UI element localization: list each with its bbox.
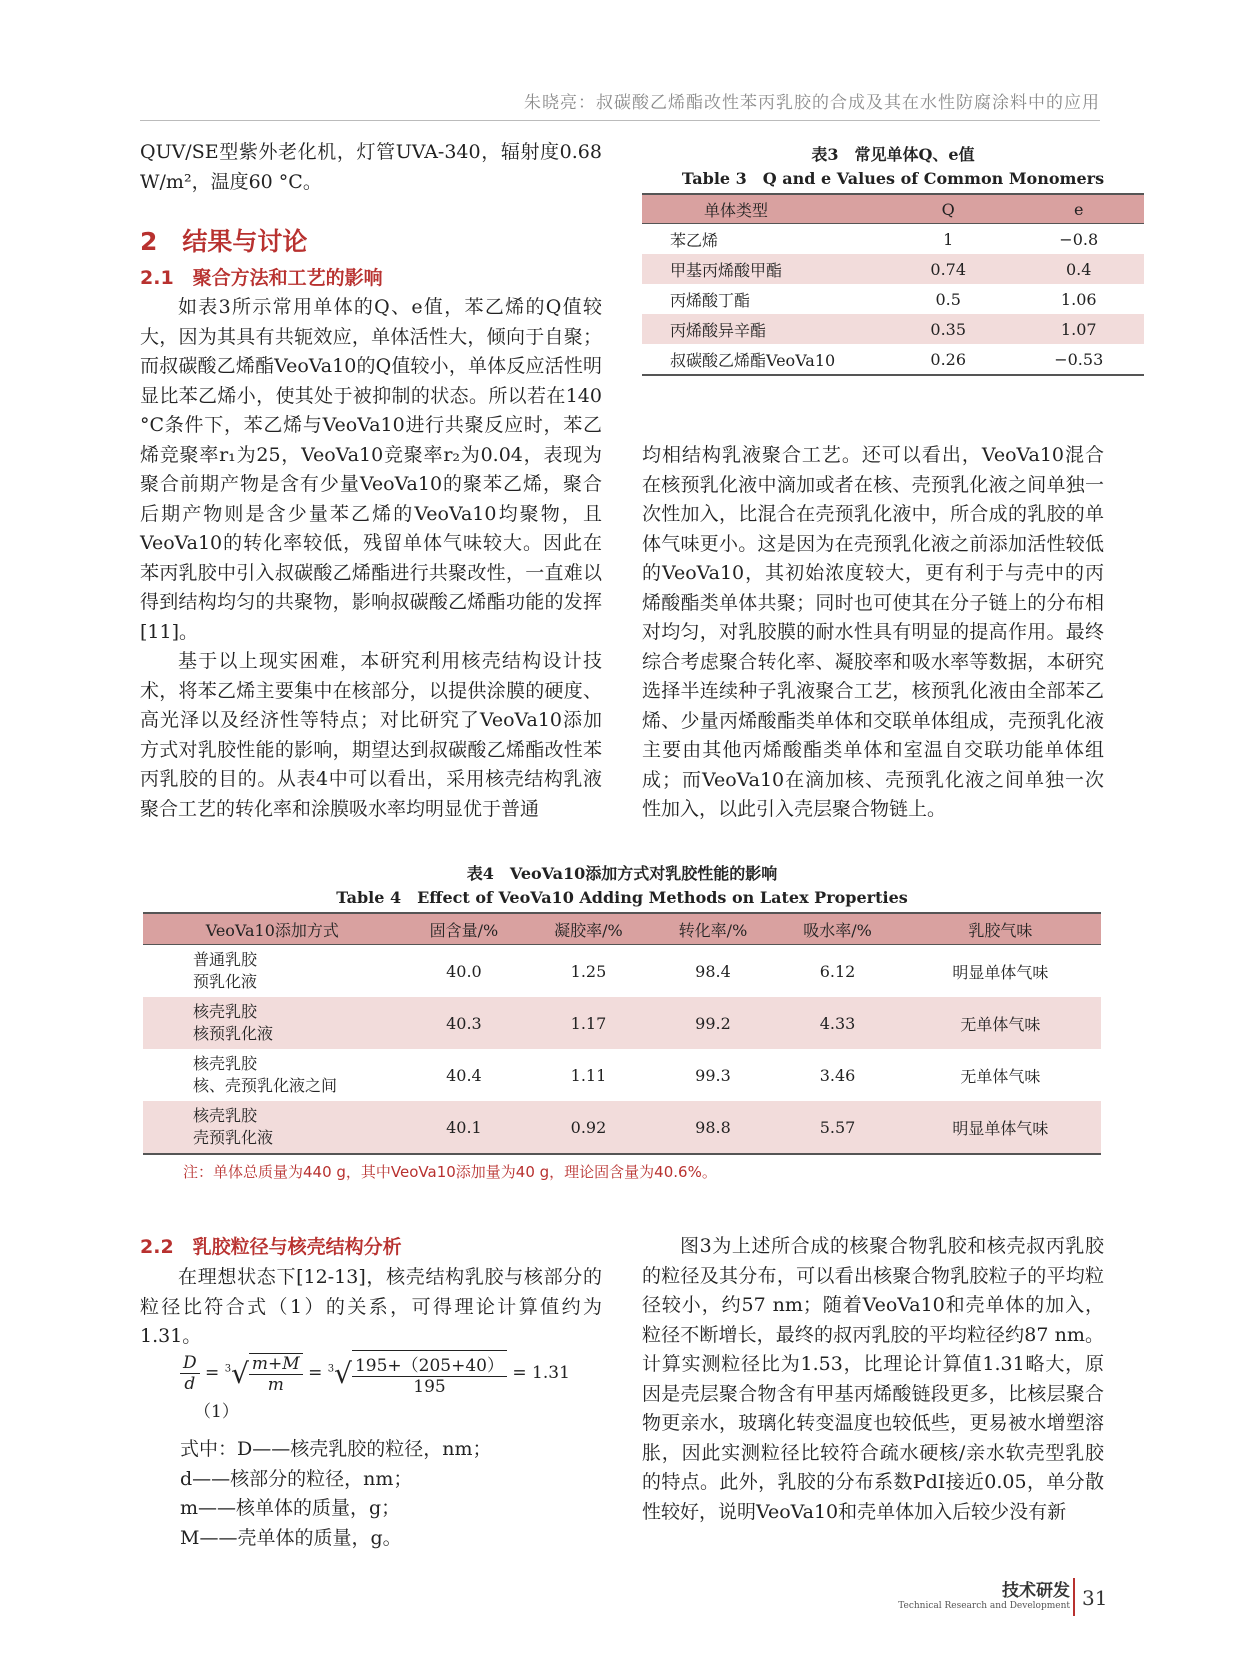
table4-cell-method [143,1049,402,1101]
formula-definitions [180,1435,610,1553]
formula-rhs [352,1350,507,1397]
radical-sign-icon: √ [231,1357,249,1390]
table4-cell: 98.8 [651,1101,776,1154]
left-column-body [140,293,602,824]
page-number: 31 [1082,1586,1108,1610]
definition-line: M——壳单体的质量，g。 [180,1526,402,1549]
table4-header: VeoVa10添加方式 [143,913,402,945]
table3-cell: 1 [943,229,954,249]
definition-line: d——核部分的粒径，nm； [180,1467,413,1490]
table4 [143,912,1101,1155]
table4-header: 转化率/% [651,913,776,945]
paragraph-2-1-c: 均相结构乳液聚合工艺。还可以看出，VeoVa10混合在核预乳化液中滴加或者在核、壳预乳化液之间单独一次性加入，比混合在壳预乳化液中，所合成的乳胶的单体气味更小。这是因为在壳预乳化液之前添加活性较低的VeoVa10，其初始浓度较大，更有利于与壳中的丙烯酸酯类单体共聚；同时也可使其在分子链上的分布相对均匀，对乳胶膜的耐水性具有明显的提高作用。最终综合考虑聚合转化率、凝胶率和吸水率等数据，本研究选择半连续种子乳液聚合工艺，核预乳化液由全部苯乙烯、少量丙烯酸酯类单体和交联单体组成，壳预乳化液主要由其他丙烯酸酯类单体和室温自交联功能单体组成；而VeoVa10在滴加核、壳预乳化液之间单独一次性加入，以此引入壳层聚合物链上。 [642,444,1104,820]
section-title: 2 结果与讨论 [140,227,308,256]
table4-cell-method [143,997,402,1049]
method-line2: 核、壳预乳化液之间 [193,1076,338,1095]
table3-caption-en: Table 3 Q and e Values of Common Monomers [681,169,1105,188]
equation-number: （1） [194,1402,239,1422]
table3 [642,193,1144,376]
table4-cell-method [143,1101,402,1154]
table4-row [143,1049,1101,1101]
table4-cell: 99.3 [695,1065,731,1085]
table3-row [642,344,1144,375]
table4-cell: 无单体气味 [900,997,1101,1049]
table3-cell: 0.74 [883,254,1014,284]
running-title: 朱晓亮：叔碳酸乙烯酯改性苯丙乳胶的合成及其在水性防腐涂料中的应用 [524,93,1100,113]
table4-row [143,945,1101,998]
table3-row [642,224,1144,255]
method-line1: 核壳乳胶 [193,1054,258,1073]
table3-cell: 1.06 [1060,289,1097,309]
table3-cell: 苯乙烯 [670,230,719,250]
table3-cell: 0.5 [935,289,961,309]
equation-1: $\frac{D}{d}$ = $^3$√ $\frac{m+M}{m}$ = $^3$√ $\frac{195+(205+40)}{195}$ = 1.31 （1） [180,1350,610,1410]
subsection-title-2-1: 2.1 聚合方法和工艺的影响 [140,267,383,289]
formula-result: = 1.31 [512,1363,570,1383]
table3-caption-cn: 表3 常见单体Q、e值 [811,145,975,164]
table4-header: 凝胶率/% [526,913,651,945]
table4-cell: 5.57 [775,1101,900,1154]
table4-row [143,997,1101,1049]
root-index-1: 3 [224,1363,232,1375]
table3-cell: −0.53 [1054,349,1104,369]
footer-column-en: Technical Research and Development [898,1601,1070,1611]
table3-cell: 甲基丙烯酸甲酯 [642,254,883,284]
paragraph-2-2-a: 在理想状态下[12-13]，核壳结构乳胶与核部分的粒径比符合式（1）的关系，可得理论计算值约为1.31。 [140,1266,602,1347]
paragraph-2-1-a: 如表3所示常用单体的Q、e值，苯乙烯的Q值较大，因为其具有共轭效应，单体活性大，倾向于自聚；而叔碳酸乙烯酯VeoVa10的Q值较小，单体反应活性明显比苯乙烯小，使其处于被抑制的状态。所以若在140 °C条件下，苯乙烯与VeoVa10进行共聚反应时，苯乙烯竞聚率r₁为25，VeoVa10竞聚率r₂为0.04，表现为聚合前期产物是含有少量VeoVa10的聚苯乙烯，聚合后期产物则是含少量苯乙烯的VeoVa10均聚物，且VeoVa10的转化率较低，残留单体气味较大。因此在苯丙乳胶中引入叔碳酸乙烯酯进行共聚改性，一直难以得到结构均匀的共聚物，影响叔碳酸乙烯酯功能的发挥[11]。 [140,296,602,643]
table4-cell: 40.1 [402,1101,527,1154]
table4-cell: 40.3 [402,997,527,1049]
paragraph-2-1-b: 基于以上现实困难，本研究利用核壳结构设计技术，将苯乙烯主要集中在核部分，以提供涂膜的硬度、高光泽以及经济性等特点；对比研究了VeoVa10添加方式对乳胶性能的影响，期望达到叔碳酸乙烯酯改性苯丙乳胶的目的。从表4中可以看出，采用核壳结构乳液聚合工艺的转化率和涂膜吸水率均明显优于普通 [140,650,602,820]
table3-header: e [1013,194,1144,224]
left-column-top [140,138,602,197]
paragraph-equipment: QUV/SE型紫外老化机，灯管UVA-340，辐射度0.68 W/m²，温度60 °C。 [140,141,602,193]
definition-line: 式中：D——核壳乳胶的粒径，nm； [180,1438,492,1460]
method-line2: 壳预乳化液 [193,1128,274,1147]
radical-sign-icon: √ [334,1357,352,1390]
table4-block [143,862,1101,1182]
footer-column-cn: 技术研发 [1002,1581,1070,1601]
running-header [140,80,1100,121]
right-column-body [642,441,1104,825]
table4-cell: 无单体气味 [960,1066,1041,1086]
table4-cell: 0.92 [526,1101,651,1154]
table4-note: 注：单体总质量为440 g，其中VeoVa10添加量为40 g，理论固含量为40.6%。 [183,1163,717,1181]
table4-cell: 6.12 [819,961,856,981]
footer-divider [1073,1578,1075,1616]
table4-cell-method [143,945,402,998]
paragraph-2-2-b: 图3为上述所合成的核聚合物乳胶和核壳叔丙乳胶的粒径及其分布，可以看出核聚合物乳胶粒子的平均粒径较小，约57 nm；随着VeoVa10和壳单体的加入，粒径不断增长，最终的叔丙乳胶的平均粒径约87 nm。计算实测粒径比为1.53，比理论计算值1.31略大，原因是壳层聚合物含有甲基丙烯酸链段更多，比核层聚合物更亲水，玻璃化转变温度也较低些，更易被水增塑溶胀，因此实测粒径比较符合疏水硬核/亲水软壳型乳胶的特点。此外，乳胶的分布系数PdI接近0.05，单分散性较好，说明VeoVa10和壳单体加入后较少没有新 [642,1235,1104,1523]
table3-cell: 丙烯酸异辛酯 [642,314,883,344]
table3-cell: 1.07 [1013,314,1144,344]
formula-mid-den: m [267,1374,284,1395]
formula-mid [249,1353,303,1395]
table3-cell: 0.26 [930,349,967,369]
table3-header: 单体类型 [642,194,883,224]
table4-header: 固含量/% [402,913,527,945]
right-column-2-2 [642,1232,1104,1527]
method-line2: 预乳化液 [193,972,258,991]
footer-column-label [898,1576,1070,1611]
method-line1: 核壳乳胶 [193,1002,258,1021]
formula-lhs-den: d [184,1374,196,1394]
table4-cell: 明显单体气味 [952,962,1049,982]
root-index-2: 3 [327,1363,335,1375]
method-line1: 核壳乳胶 [193,1106,258,1125]
table4-row [143,1101,1101,1154]
table4-cell: 99.2 [651,997,776,1049]
table4-caption-cn: 表4 VeoVa10添加方式对乳胶性能的影响 [466,864,778,883]
table4-header: 吸水率/% [775,913,900,945]
table3-cell: 0.35 [883,314,1014,344]
method-line1: 普通乳胶 [193,950,258,969]
table4-cell: 4.33 [775,997,900,1049]
table4-cell: 1.11 [570,1065,607,1085]
definition-line: m——核单体的质量，g； [180,1497,401,1519]
table3-row [642,254,1144,284]
left-column-2-2 [140,1263,602,1352]
table4-cell: 1.17 [526,997,651,1049]
table4-cell: 1.25 [570,961,607,981]
table4-cell: 明显单体气味 [900,1101,1101,1154]
formula-rhs-num: 195+（205+40） [352,1351,507,1377]
table4-cell: 3.46 [819,1065,856,1085]
table4-caption-en: Table 4 Effect of VeoVa10 Adding Methods on Latex Properties [336,888,908,907]
table3-cell: 叔碳酸乙烯酯VeoVa10 [670,350,836,370]
table4-cell: 98.4 [695,961,731,981]
formula-lhs [180,1353,200,1394]
table4-cell: 40.0 [446,961,482,981]
table3-row [642,314,1144,344]
table3-cell: 丙烯酸丁酯 [670,290,751,310]
table3-cell: −0.8 [1059,229,1099,249]
table3-row [642,284,1144,314]
table3-block [642,143,1144,376]
formula-mid-num: m+M [249,1354,303,1375]
formula-lhs-num: D [180,1353,200,1374]
table3-header: Q [883,194,1014,224]
subsection-title-2-2: 2.2 乳胶粒径与核壳结构分析 [140,1236,402,1258]
table4-header: 乳胶气味 [900,913,1101,945]
formula-rhs-den: 195 [413,1377,446,1397]
method-line2: 核预乳化液 [193,1024,274,1043]
table4-cell: 40.4 [446,1065,482,1085]
table3-cell: 0.4 [1013,254,1144,284]
